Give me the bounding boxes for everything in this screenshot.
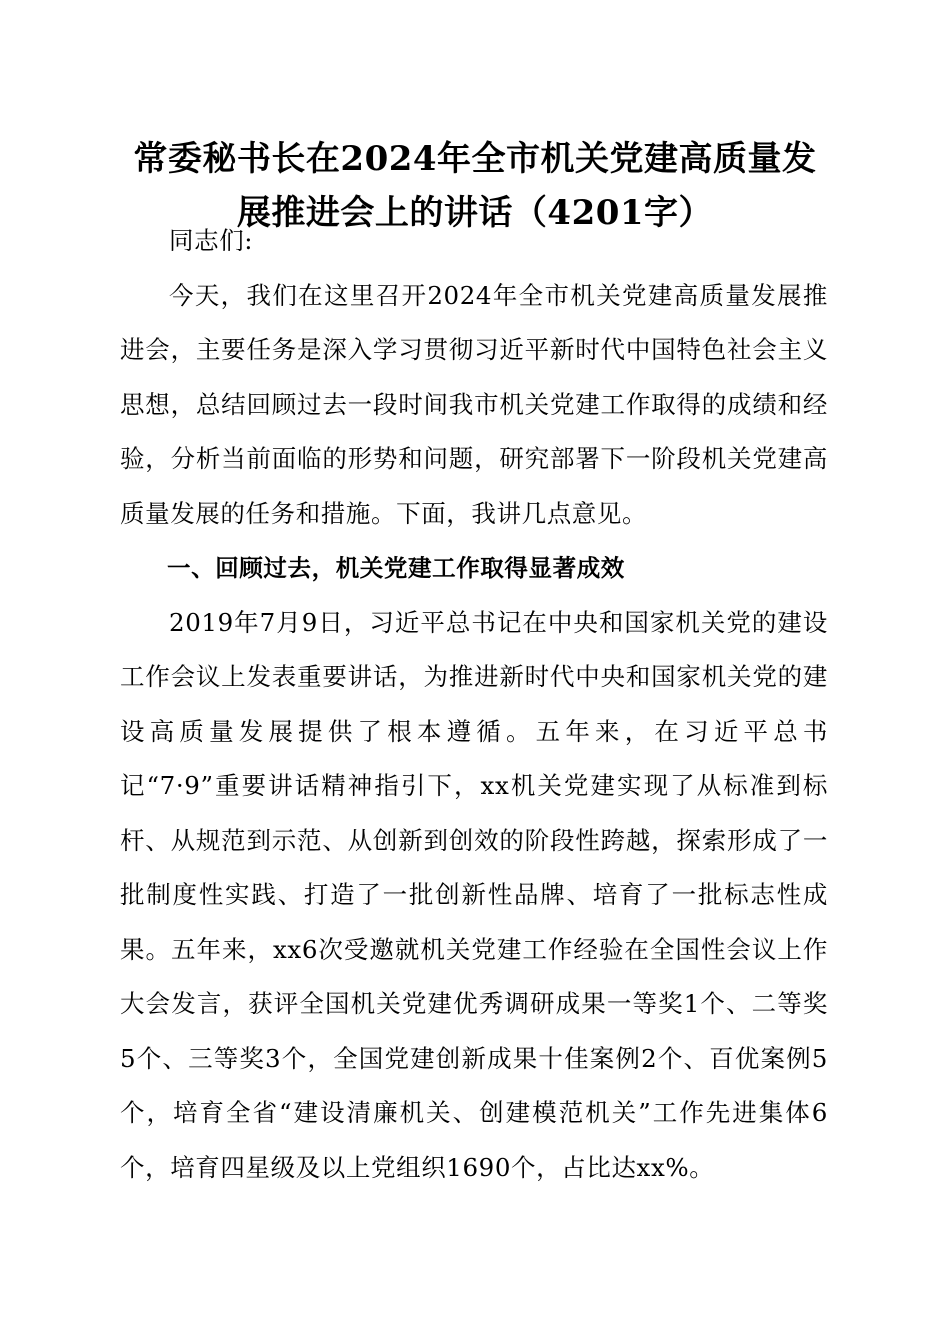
document-title: 常委秘书长在2024年全市机关党建高质量发展推进会上的讲话（4201字） — [133, 139, 817, 233]
intro-paragraph: 今天，我们在这里召开2024年全市机关党建高质量发展推进会，主要任务是深入学习贯彻习近平新时代中国特色社会主义思想，总结回顾过去一段时间我市机关党建工作取得的成绩和经验，分析当前面临的形势和问题，研究部署下一阶段机关党建高质量发展的任务和措施。下面，我讲几点意见。 — [120, 280, 828, 528]
document-body — [120, 214, 828, 1195]
salutation: 同志们: — [169, 226, 254, 255]
section-1-paragraph: 2019年7月9日，习近平总书记在中央和国家机关党的建设工作会议上发表重要讲话，为推进新时代中央和国家机关党的建设高质量发展提供了根本遵循。五年来，在习近平总书记“7·9”重要讲话精神指引下，xx机关党建实现了从标准到标杆、从规范到示范、从创新到创效的阶段性跨越，探索形成了一批制度性实践、打造了一批创新性品牌、培育了一批标志性成果。五年来，xx6次受邀就机关党建工作经验在全国性会议上作大会发言，获评全国机关党建优秀调研成果一等奖1个、二等奖5个、三等奖3个，全国党建创新成果十佳案例2个、百优案例5个，培育全省“建设清廉机关、创建模范机关”工作先进集体6个，培育四星级及以上党组织1690个，占比达xx%。 — [120, 607, 828, 1182]
section-heading-1: 一、回顾过去，机关党建工作取得显著成效 — [167, 554, 625, 582]
